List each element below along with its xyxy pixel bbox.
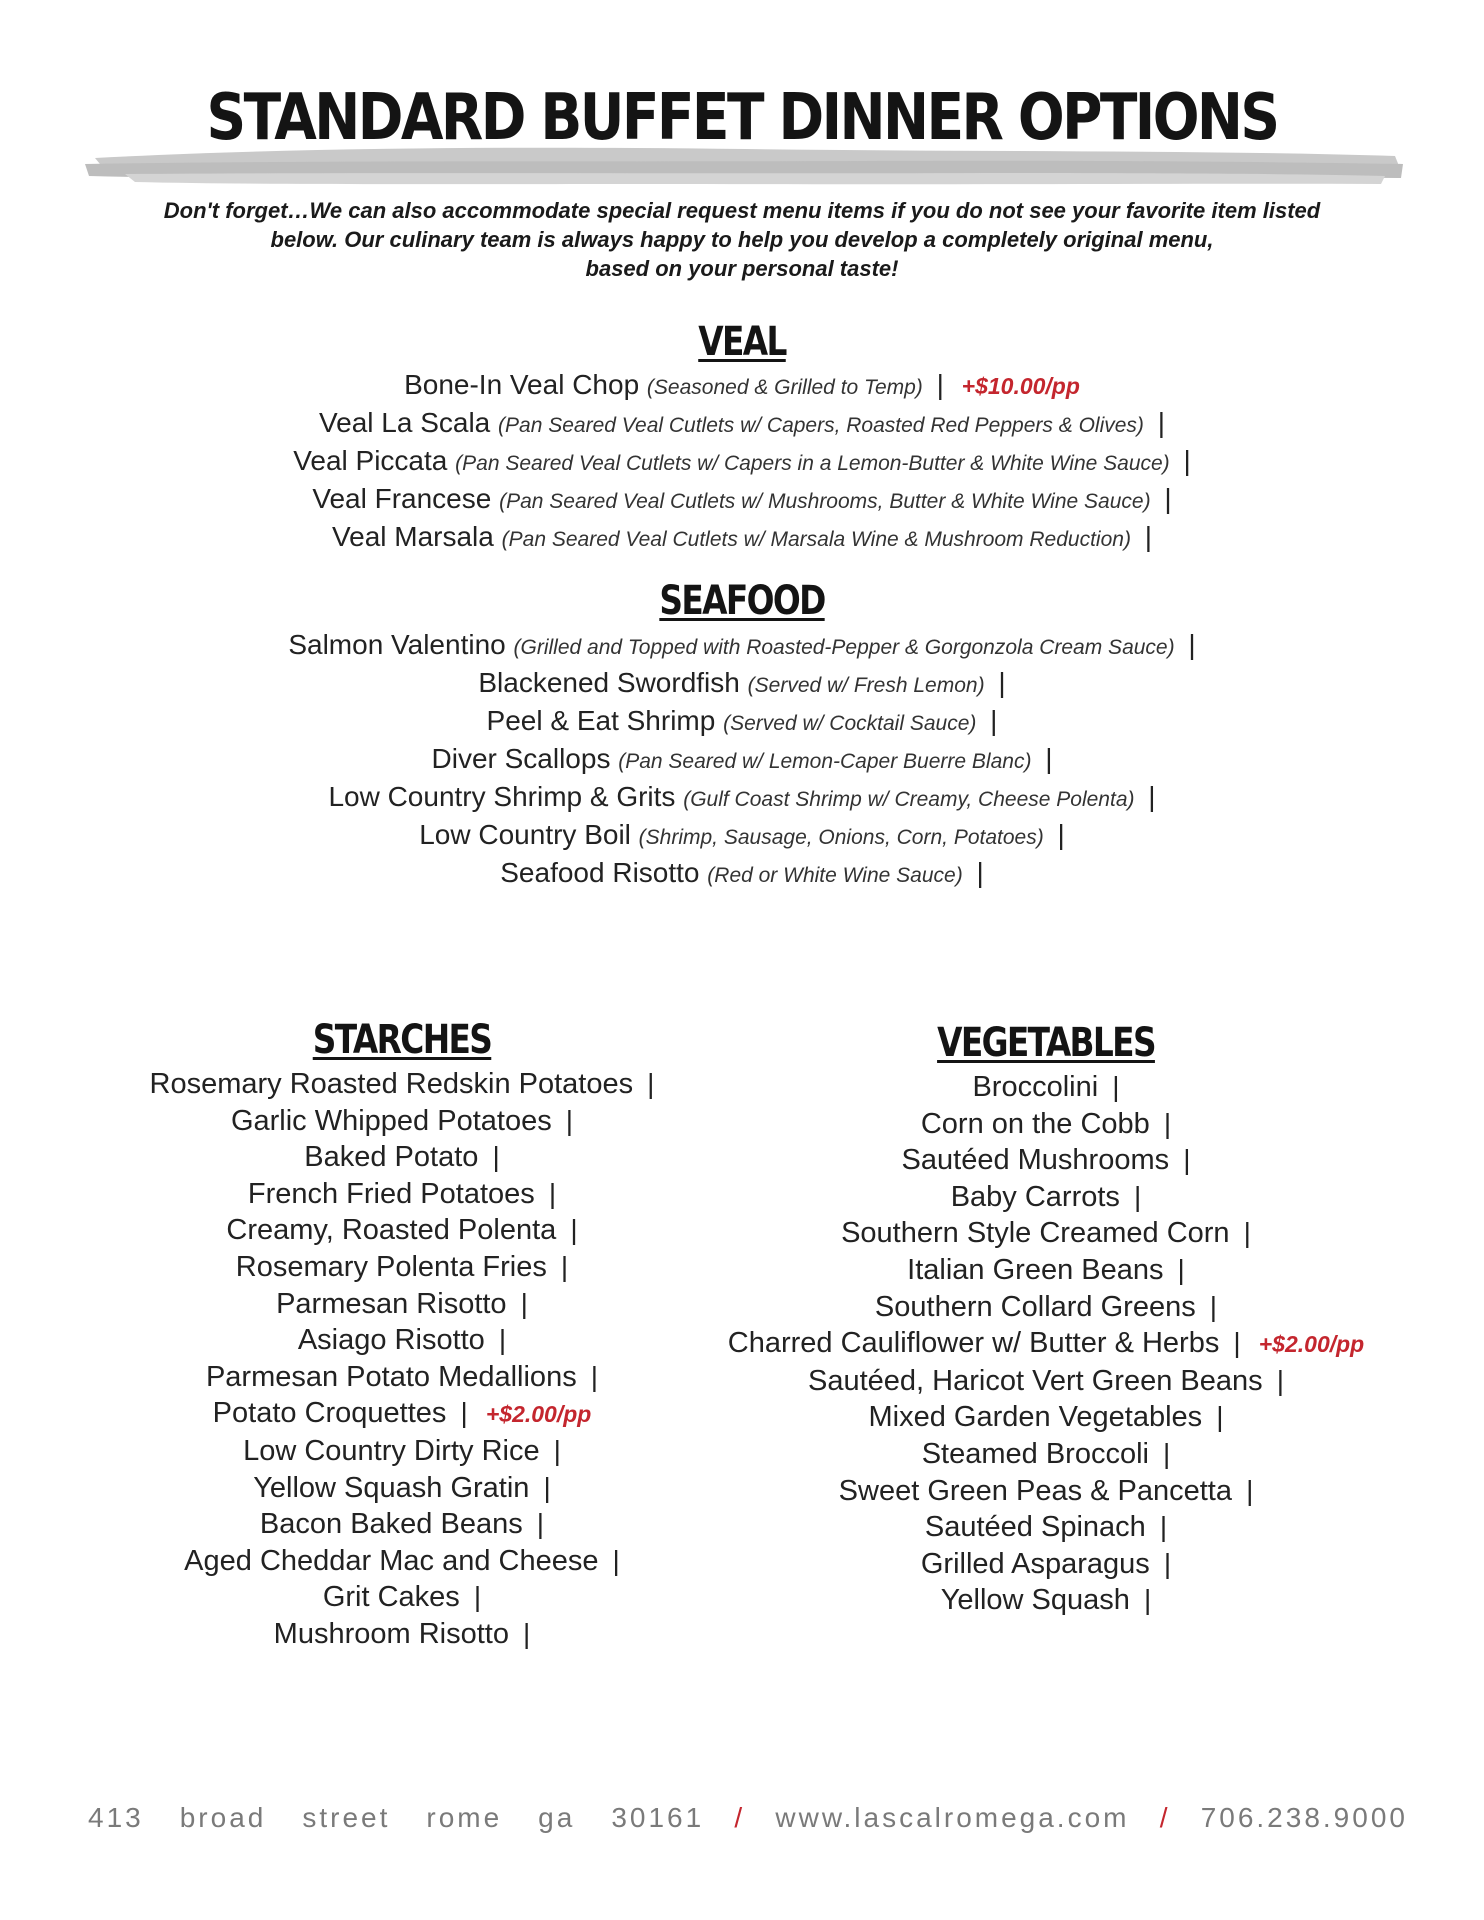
seafood-list (0, 627, 1484, 893)
menu-item-separator: | (492, 1141, 500, 1173)
menu-item-name: Garlic Whipped Potatoes (230, 1104, 552, 1137)
menu-item-separator: | (1159, 1511, 1168, 1543)
menu-item-name: Grilled Asparagus (920, 1547, 1150, 1580)
menu-item-separator: | (536, 1508, 545, 1540)
menu-item-separator: | (1216, 1401, 1224, 1433)
menu-item-name: Veal Francese (312, 483, 492, 514)
menu-item-separator: | (565, 1104, 574, 1136)
menu-item-separator: | (612, 1544, 620, 1576)
section-heading-veal: VEAL (698, 319, 786, 365)
menu-item-name: Potato Croquettes (212, 1397, 447, 1430)
menu-item (0, 779, 1484, 817)
footer-contact (88, 1802, 1408, 1834)
menu-item-separator: | (936, 369, 944, 400)
menu-item-name: Sautéed, Haricot Vert Green Beans (808, 1364, 1263, 1397)
menu-item (704, 1069, 1388, 1106)
intro-line: below. Our culinary team is always happy to help you develop a completely original menu, (270, 227, 1214, 252)
menu-item-separator: | (647, 1068, 655, 1099)
menu-item-description: (Pan Seared Veal Cutlets w/ Marsala Wine & Mushroom Reduction) (501, 528, 1131, 551)
menu-item-name: Corn on the Cobb (920, 1107, 1150, 1140)
menu-item-upcharge: +$2.00/pp (485, 1401, 592, 1428)
menu-item-separator: | (498, 1324, 507, 1356)
menu-item-separator: | (523, 1617, 531, 1649)
intro-line: Don't forget…We can also accommodate special request menu items if you do not see your favorite item listed (163, 198, 1321, 223)
menu-item-separator: | (1143, 1584, 1152, 1616)
menu-item (0, 741, 1484, 779)
footer-website-link[interactable]: www.lascalromega.com (775, 1802, 1130, 1833)
title-block (0, 78, 1484, 188)
menu-item-description: (Served w/ Fresh Lemon) (747, 674, 985, 697)
menu-item-separator: | (1163, 1107, 1172, 1139)
menu-item (80, 1066, 724, 1103)
menu-item-separator: | (590, 1360, 599, 1392)
menu-item (704, 1179, 1388, 1216)
menu-item-separator: | (1188, 629, 1196, 660)
menu-item-name: Sweet Green Peas & Pancetta (838, 1474, 1232, 1507)
menu-item-name: Low Country Dirty Rice (243, 1434, 540, 1467)
footer-phone: 706.238.9000 (1200, 1802, 1408, 1833)
menu-item (80, 1616, 724, 1653)
menu-item-name: Rosemary Polenta Fries (235, 1250, 547, 1283)
page-title: STANDARD BUFFET DINNER OPTIONS (206, 81, 1278, 155)
menu-item-separator: | (998, 667, 1006, 698)
menu-item-name: Veal Piccata (293, 445, 448, 476)
menu-item (0, 703, 1484, 741)
menu-item-separator: | (1045, 743, 1053, 774)
menu-item-name: Southern Style Creamed Corn (841, 1217, 1230, 1250)
menu-item (80, 1176, 724, 1213)
menu-item-name: Low Country Shrimp & Grits (328, 781, 676, 812)
menu-item-separator: | (1177, 1253, 1185, 1285)
menu-item-name: Asiago Risotto (297, 1324, 485, 1357)
menu-item-name: Bone-In Veal Chop (404, 369, 640, 400)
menu-item-separator: | (1148, 781, 1156, 812)
menu-item-separator: | (473, 1581, 482, 1613)
menu-item-name: Charred Cauliflower w/ Butter & Herbs (727, 1327, 1220, 1360)
menu-item-name: Diver Scallops (431, 743, 611, 774)
menu-item (704, 1546, 1388, 1583)
address-word: broad (179, 1802, 267, 1833)
menu-item (80, 1506, 724, 1543)
veal-list (0, 367, 1484, 557)
menu-item-separator: | (1183, 445, 1191, 476)
menu-item (704, 1325, 1388, 1363)
menu-item-name: Italian Green Beans (907, 1253, 1164, 1286)
menu-item (704, 1106, 1388, 1143)
menu-item-separator: | (560, 1250, 569, 1282)
menu-item (80, 1286, 724, 1323)
menu-item-description: (Pan Seared Veal Cutlets w/ Capers, Roasted Red Peppers & Olives) (498, 414, 1144, 437)
menu-item (80, 1543, 724, 1580)
menu-item-name: Parmesan Potato Medallions (205, 1360, 577, 1393)
menu-item-description: (Shrimp, Sausage, Onions, Corn, Potatoes) (638, 826, 1044, 849)
section-heading-vegetables: VEGETABLES (937, 1020, 1155, 1066)
menu-item-description: (Pan Seared w/ Lemon-Caper Buerre Blanc) (618, 750, 1032, 773)
menu-item-separator: | (1243, 1217, 1251, 1249)
menu-item-separator: | (990, 705, 998, 736)
menu-item-name: Sautéed Spinach (924, 1511, 1146, 1544)
menu-item-separator: | (1163, 1547, 1172, 1579)
menu-item-name: Yellow Squash (940, 1584, 1130, 1617)
menu-item-name: Veal La Scala (319, 407, 491, 438)
menu-item (704, 1215, 1388, 1252)
menu-item-description: (Grilled and Topped with Roasted-Pepper & Gorgonzola Cream Sauce) (513, 636, 1175, 659)
menu-item-separator: | (1144, 521, 1153, 552)
menu-item-separator: | (1246, 1474, 1254, 1506)
menu-item (0, 519, 1484, 557)
menu-item (80, 1249, 724, 1286)
menu-item-name: French Fried Potatoes (247, 1177, 535, 1210)
menu-item (80, 1579, 724, 1616)
address-word: rome (426, 1802, 503, 1833)
menu-item (704, 1363, 1388, 1400)
footer-separator: / (734, 1802, 746, 1833)
menu-item-name: Sautéed Mushrooms (901, 1144, 1170, 1177)
menu-item-name: Creamy, Roasted Polenta (226, 1214, 557, 1247)
menu-item (704, 1289, 1388, 1326)
menu-item (704, 1399, 1388, 1436)
menu-item (0, 665, 1484, 703)
menu-item-name: Mushroom Risotto (273, 1617, 509, 1650)
menu-item (704, 1582, 1388, 1619)
menu-item-name: Yellow Squash Gratin (253, 1471, 530, 1504)
menu-item-separator: | (1157, 407, 1165, 438)
section-heading-seafood: SEAFOOD (659, 578, 825, 624)
menu-item (0, 405, 1484, 443)
menu-item-separator: | (1134, 1180, 1142, 1212)
menu-item-description: (Red or White Wine Sauce) (707, 864, 963, 887)
menu-item (704, 1142, 1388, 1179)
menu-item-description: (Gulf Coast Shrimp w/ Creamy, Cheese Polenta) (683, 788, 1135, 811)
menu-item-upcharge: +$10.00/pp (961, 373, 1080, 399)
address-word: 413 (88, 1802, 144, 1833)
menu-item-separator: | (1163, 1437, 1171, 1469)
menu-item-name: Aged Cheddar Mac and Cheese (184, 1544, 599, 1577)
menu-item-description: (Pan Seared Veal Cutlets w/ Mushrooms, Butter & White Wine Sauce) (499, 490, 1151, 513)
menu-item-separator: | (1112, 1071, 1120, 1102)
menu-item (0, 367, 1484, 405)
menu-item (80, 1395, 724, 1433)
menu-item-separator: | (1164, 483, 1172, 514)
intro-line: based on your personal taste! (585, 256, 899, 281)
menu-item (0, 817, 1484, 855)
menu-item-name: Baby Carrots (950, 1180, 1120, 1213)
menu-item (704, 1509, 1388, 1546)
starches-list (80, 1066, 724, 1653)
menu-item-name: Bacon Baked Beans (259, 1508, 523, 1541)
menu-item-name: Veal Marsala (331, 521, 494, 552)
menu-item (704, 1473, 1388, 1510)
menu-item-name: Mixed Garden Vegetables (868, 1401, 1203, 1434)
menu-item-separator: | (543, 1471, 551, 1503)
menu-item-description: (Served w/ Cocktail Sauce) (723, 712, 977, 735)
intro-note (80, 196, 1404, 283)
menu-item-name: Low Country Boil (419, 819, 631, 850)
menu-item-separator: | (1209, 1290, 1218, 1322)
menu-item-separator: | (1233, 1327, 1241, 1359)
footer-separator: / (1159, 1802, 1171, 1833)
menu-item-name: Rosemary Roasted Redskin Potatoes (149, 1068, 634, 1100)
address-word: ga (538, 1802, 576, 1833)
menu-item-upcharge: +$2.00/pp (1258, 1331, 1365, 1358)
menu-item-name: Parmesan Risotto (276, 1287, 507, 1320)
menu-item-name: Steamed Broccoli (921, 1437, 1149, 1470)
footer-address (88, 1802, 704, 1834)
menu-item-name: Salmon Valentino (288, 629, 506, 660)
menu-item-separator: | (548, 1177, 557, 1209)
address-word: 30161 (611, 1802, 705, 1833)
menu-item (704, 1252, 1388, 1289)
address-word: street (302, 1802, 391, 1833)
menu-item (0, 481, 1484, 519)
menu-item-separator: | (570, 1214, 578, 1246)
menu-item-name: Grit Cakes (322, 1581, 460, 1614)
menu-item-description: (Pan Seared Veal Cutlets w/ Capers in a Lemon-Butter & White Wine Sauce) (455, 452, 1170, 475)
menu-item (80, 1470, 724, 1507)
menu-item-description: (Seasoned & Grilled to Temp) (646, 376, 923, 399)
menu-item-name: Seafood Risotto (500, 857, 700, 888)
menu-item-separator: | (1057, 819, 1065, 850)
menu-item (80, 1433, 724, 1470)
menu-item-separator: | (976, 857, 984, 888)
menu-item (80, 1322, 724, 1359)
menu-item (80, 1359, 724, 1396)
menu-item-name: Broccolini (972, 1071, 1099, 1103)
menu-item (704, 1436, 1388, 1473)
menu-item-separator: | (553, 1434, 561, 1466)
menu-item-name: Peel & Eat Shrimp (486, 705, 716, 736)
menu-item-name: Southern Collard Greens (874, 1290, 1196, 1323)
menu-item (0, 627, 1484, 665)
menu-item (80, 1212, 724, 1249)
menu-item (0, 443, 1484, 481)
menu-item-name: Blackened Swordfish (478, 667, 740, 698)
menu-item-separator: | (1276, 1364, 1284, 1396)
section-heading-starches: STARCHES (312, 1017, 492, 1063)
menu-item (0, 855, 1484, 893)
menu-item-separator: | (1183, 1144, 1191, 1176)
menu-item-separator: | (520, 1287, 528, 1319)
menu-item-separator: | (460, 1397, 468, 1429)
menu-item-name: Baked Potato (304, 1141, 479, 1174)
menu-item (80, 1139, 724, 1176)
menu-item (80, 1103, 724, 1140)
vegetables-list (704, 1069, 1388, 1619)
